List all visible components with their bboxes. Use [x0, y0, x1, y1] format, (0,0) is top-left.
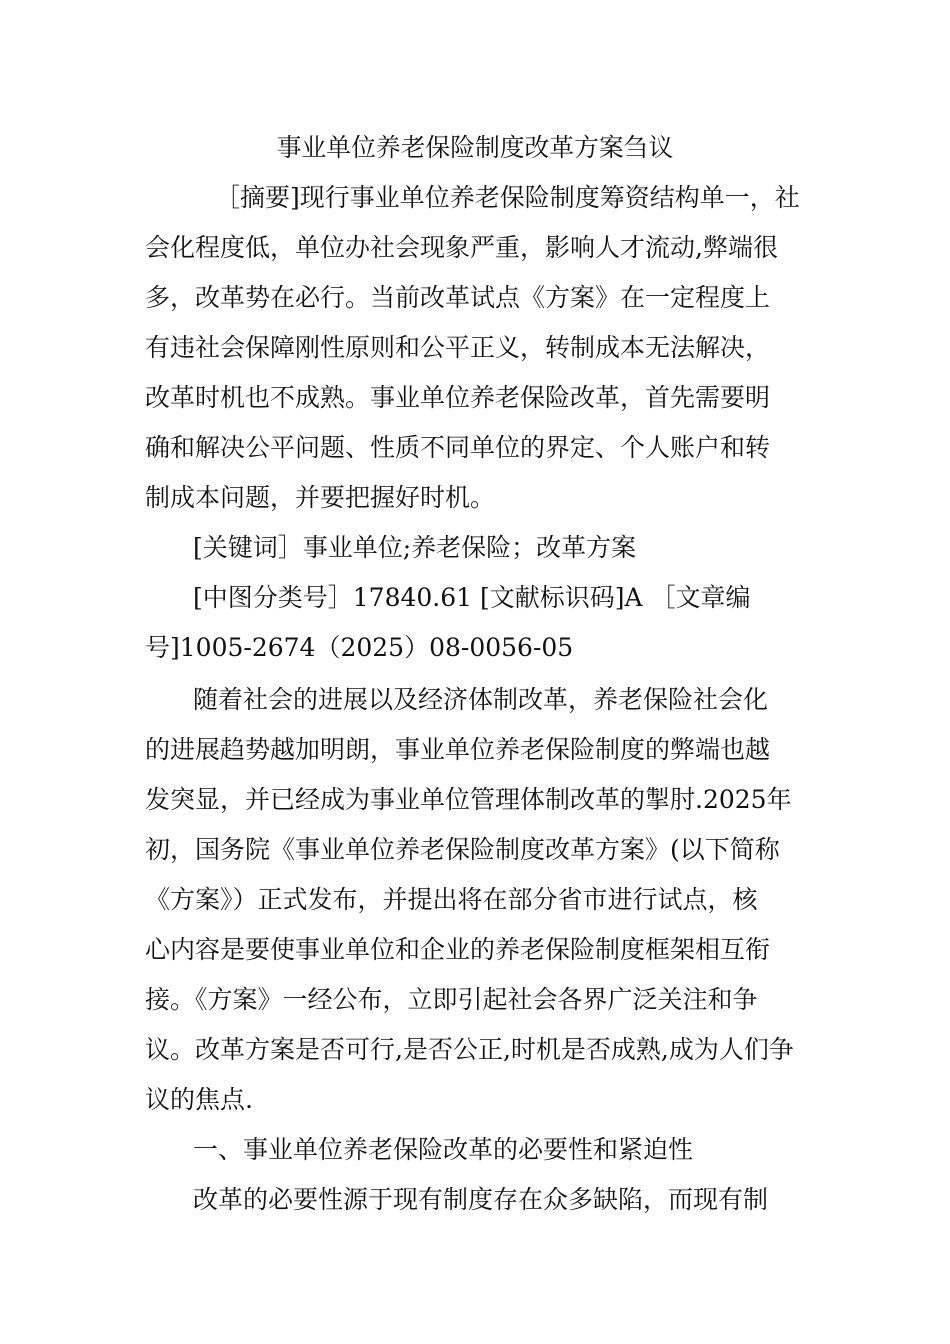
body-line: 的进展趋势越加明朗，事业单位养老保险制度的弊端也越 [145, 735, 771, 764]
abstract-line: 有违社会保障刚性原则和公平正义，转制成本无法解决， [145, 333, 771, 362]
body-line: 接。《方案》一经公布，立即引起社会各界广泛关注和争 [145, 985, 758, 1014]
section-heading: 一、事业单位养老保险改革的必要性和紧迫性 [193, 1135, 694, 1164]
abstract-line: 改革时机也不成熟。事业单位养老保险改革，首先需要明 [145, 383, 771, 412]
body-line: 发突显，并已经成为事业单位管理体制改革的掣肘.2025年 [145, 785, 792, 814]
abstract-line: 确和解决公平问题、性质不同单位的界定、个人账户和转 [145, 433, 771, 462]
classification-line: 号]1005-2674（2025）08-0056-05 [145, 633, 574, 662]
abstract-line: 多，改革势在必行。当前改革试点《方案》在一定程度上 [145, 283, 771, 312]
abstract-line: 制成本问题，并要把握好时机。 [145, 483, 496, 512]
classification-line: [中图分类号］17840.61 [文献标识码]A ［文章编 [193, 583, 751, 612]
keywords-line: [关键词］事业单位;养老保险；改革方案 [193, 533, 637, 562]
abstract-line: 会化程度低，单位办社会现象严重，影响人才流动,弊端很 [145, 233, 778, 262]
body-line: 心内容是要使事业单位和企业的养老保险制度框架相互衔 [145, 935, 771, 964]
abstract-line: ［摘要]现行事业单位养老保险制度筹资结构单一，社 [215, 183, 800, 212]
body-line: 改革的必要性源于现有制度存在众多缺陷，而现有制 [193, 1185, 769, 1214]
document-title: 事业单位养老保险制度改革方案刍议 [276, 133, 674, 162]
body-line: 初，国务院《事业单位养老保险制度改革方案》(以下简称 [145, 835, 780, 864]
body-line: 随着社会的进展以及经济体制改革，养老保险社会化 [193, 685, 769, 714]
body-line: 《方案》）正式发布，并提出将在部分省市进行试点，核 [145, 885, 758, 914]
body-line: 议。改革方案是否可行,是否公正,时机是否成熟,成为人们争 [145, 1035, 794, 1064]
body-line: 议的焦点. [145, 1085, 253, 1114]
